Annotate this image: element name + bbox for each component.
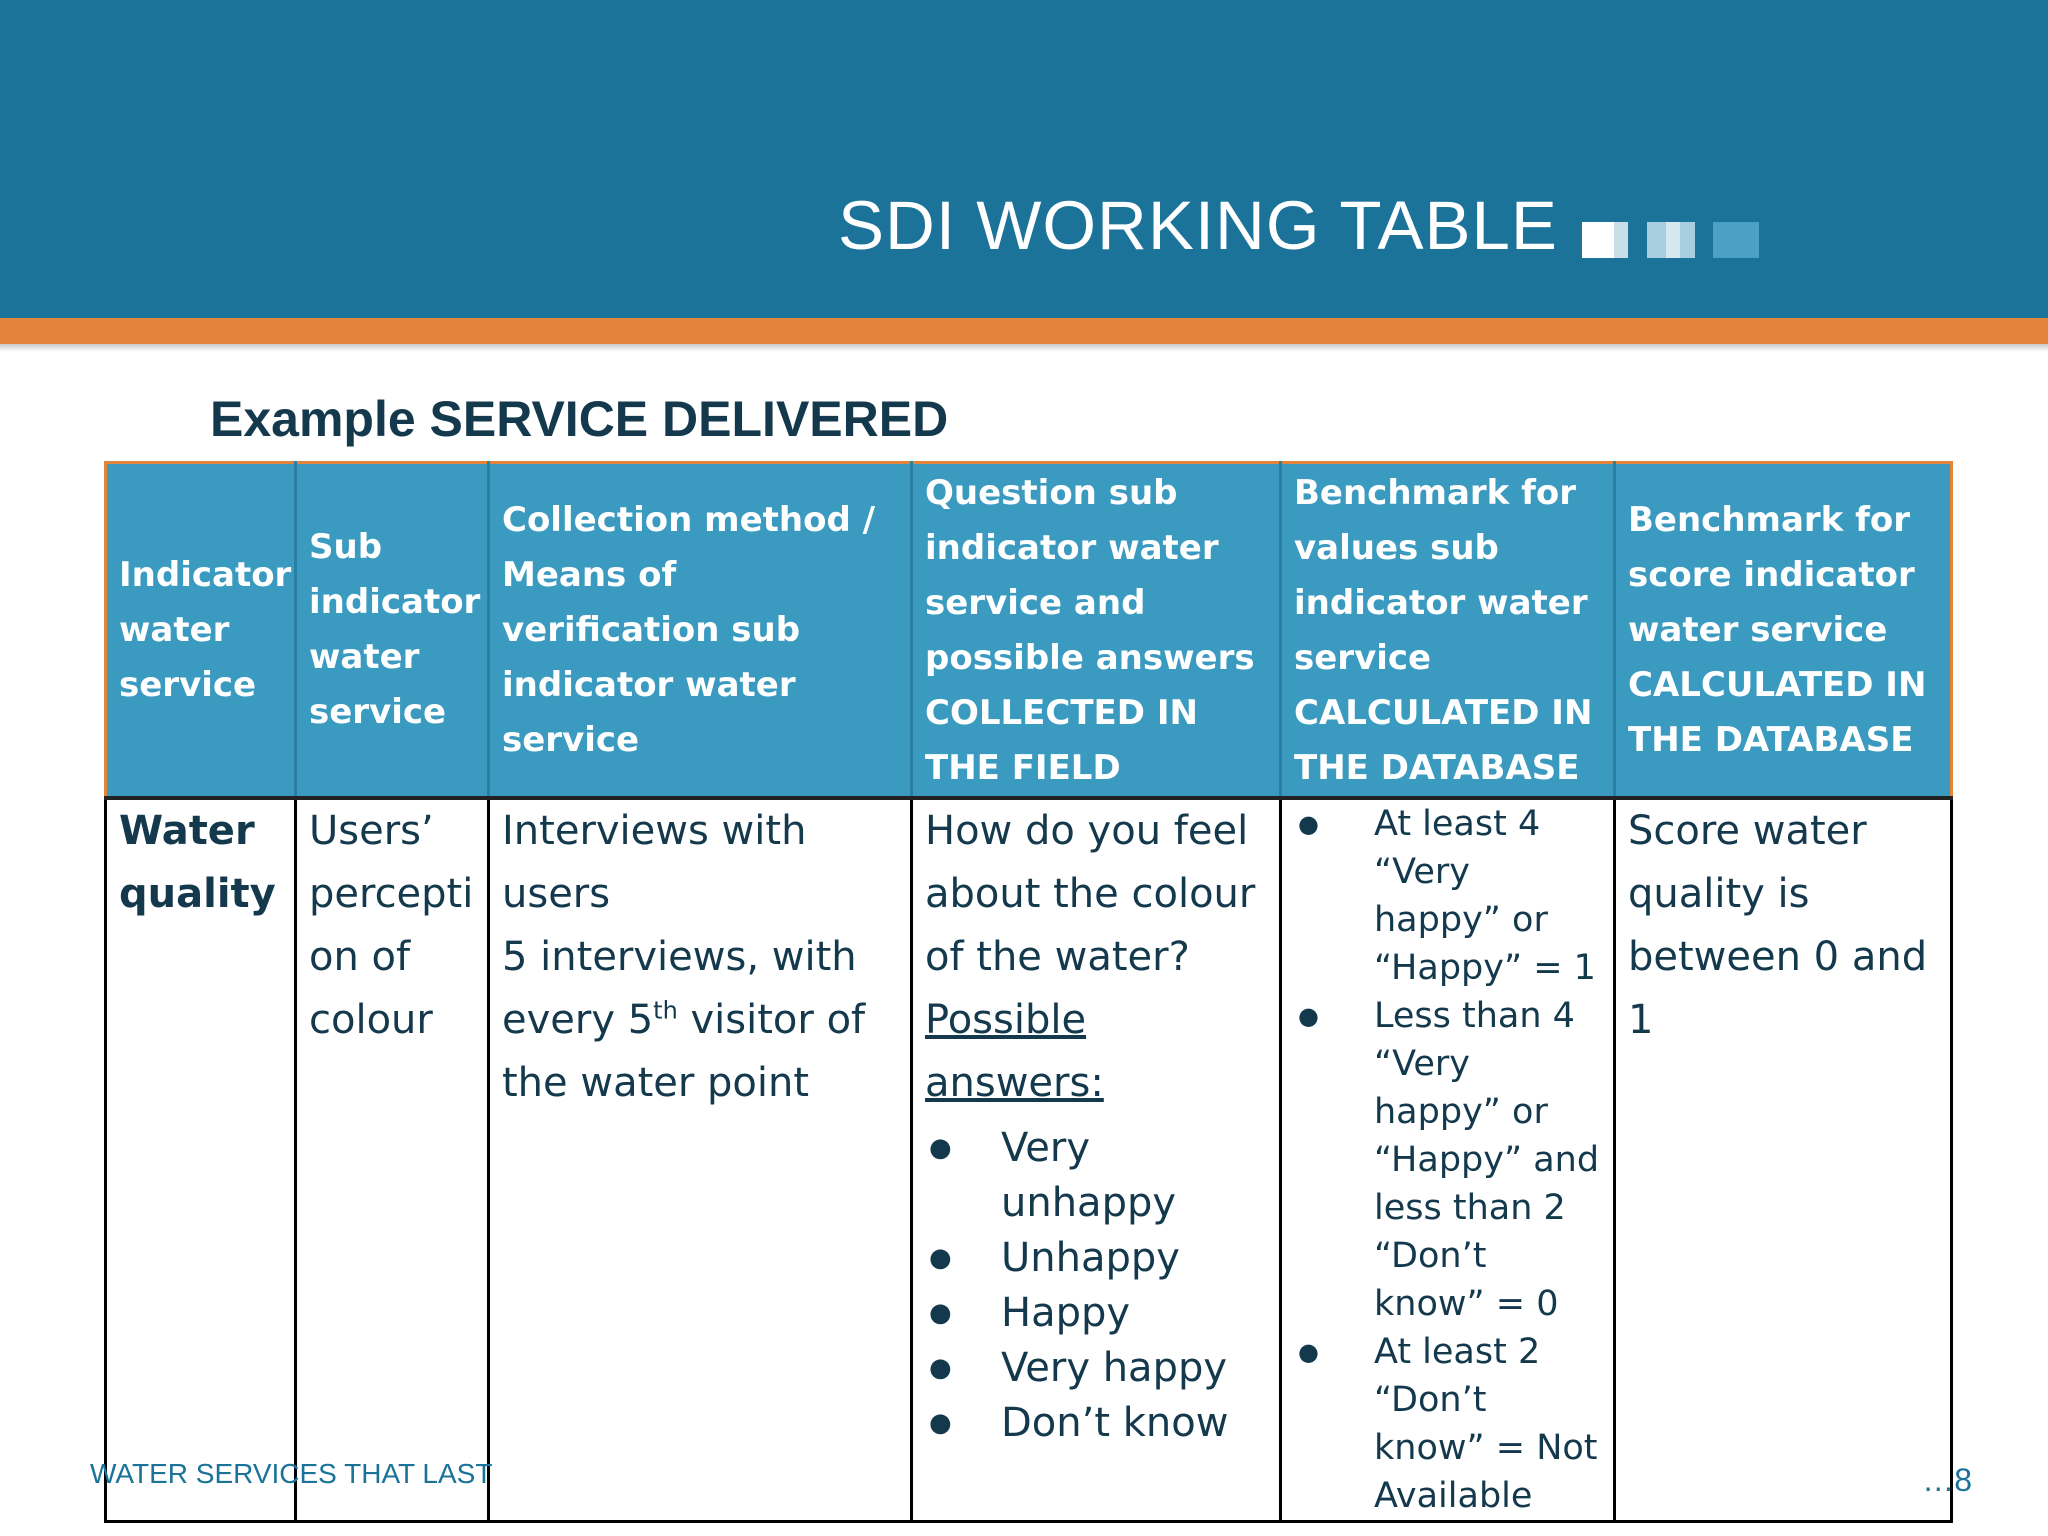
cell-indicator: Water quality bbox=[106, 798, 296, 1522]
list-item: ● Very unhappy bbox=[925, 1121, 1267, 1231]
deco-square-1-shade bbox=[1614, 222, 1628, 258]
header-question: Question sub indicator water service and possible answers COLLECTED IN THE FIELD bbox=[912, 463, 1281, 799]
deco-square-2-shade bbox=[1666, 222, 1680, 258]
list-item: ● Less than 4 “Very happy” or “Happy” and less than 2 “Don’t know” = 0 bbox=[1294, 992, 1601, 1328]
header-band bbox=[0, 0, 2048, 318]
divider-shadow bbox=[0, 344, 2048, 352]
header-indicator: Indicator water service bbox=[106, 463, 296, 799]
collection-line-2 bbox=[502, 926, 898, 1115]
header-benchmark-score: Benchmark for score indicator water service CALCULATED IN THE DATABASE bbox=[1615, 463, 1952, 799]
deco-square-3 bbox=[1713, 222, 1759, 258]
sdi-table bbox=[104, 461, 1953, 1523]
list-item: ● At least 4 “Very happy” or “Happy” = 1 bbox=[1294, 800, 1601, 992]
collection-text-after: visitor of the water point bbox=[502, 997, 866, 1106]
list-item: ● Unhappy bbox=[925, 1231, 1267, 1286]
cell-benchmark-values bbox=[1281, 798, 1615, 1522]
list-item: ● Happy bbox=[925, 1286, 1267, 1341]
cell-question bbox=[912, 798, 1281, 1522]
section-title: Example SERVICE DELIVERED bbox=[210, 391, 949, 447]
header-collection-method: Collection method / Means of verification sub indicator water service bbox=[489, 463, 912, 799]
table-header-row bbox=[106, 463, 1952, 799]
header-sub-indicator: Sub indicator water service bbox=[296, 463, 489, 799]
collection-line-1: Interviews with users bbox=[502, 808, 807, 917]
possible-answers-label: Possible answers: bbox=[925, 997, 1104, 1106]
cell-collection-method bbox=[489, 798, 912, 1522]
list-item: ● Very happy bbox=[925, 1341, 1267, 1396]
slide-title: SDI WORKING TABLE bbox=[838, 187, 1558, 264]
header-benchmark-values: Benchmark for values sub indicator water service CALCULATED IN THE DATABASE bbox=[1281, 463, 1615, 799]
question-text: How do you feel about the colour of the water? bbox=[925, 808, 1256, 980]
table-row bbox=[106, 798, 1952, 1522]
answers-list bbox=[925, 1121, 1267, 1451]
collection-superscript: th bbox=[653, 996, 678, 1025]
benchmark-list bbox=[1294, 800, 1601, 1520]
cell-benchmark-score: Score water quality is between 0 and 1 bbox=[1615, 798, 1952, 1522]
collection-text-before: 5 interviews, with every 5 bbox=[502, 934, 857, 1043]
list-item: ● At least 2 “Don’t know” = Not Available bbox=[1294, 1328, 1601, 1520]
page-number: …8 bbox=[1922, 1462, 1972, 1498]
orange-divider bbox=[0, 318, 2048, 344]
list-item: ● Don’t know bbox=[925, 1396, 1267, 1451]
footer-tagline: WATER SERVICES THAT LAST bbox=[90, 1458, 493, 1489]
cell-sub-indicator: Users’ percepti on of colour bbox=[296, 798, 489, 1522]
